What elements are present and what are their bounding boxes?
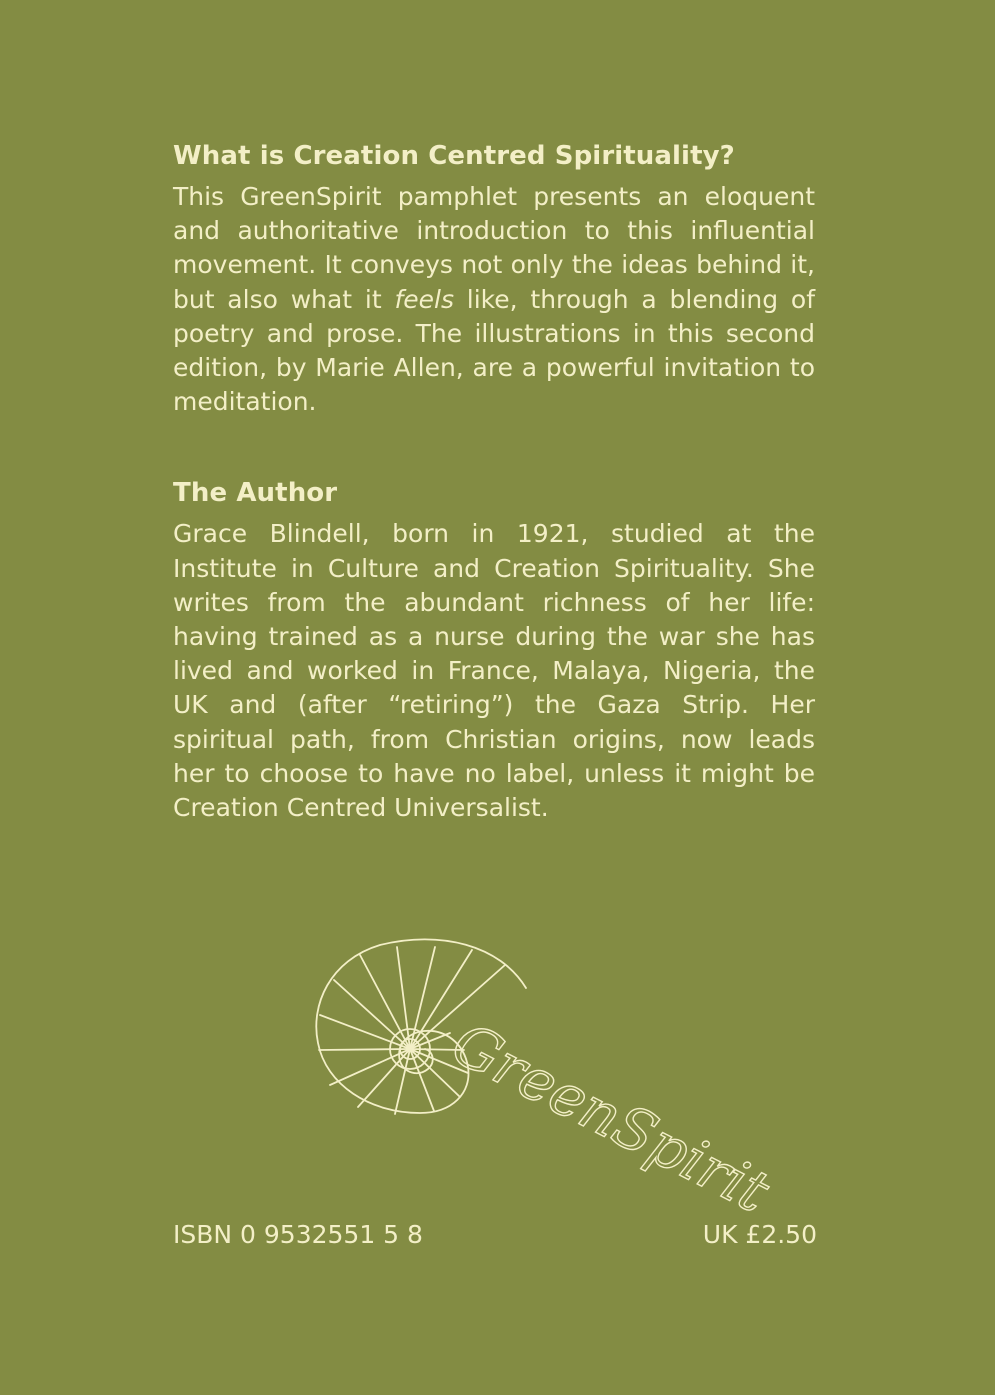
section-about-pamphlet [173,138,815,419]
section-heading: The Author [173,478,338,509]
section-body: Grace Blindell, born in 1921, studied at the Institute in Culture and Creation Spirituality. She writes from the abundant richness of her life: having trained as a nurse during the war she has lived and worked in France, Malaya, Nigeria, the UK and (after “retiring”) the Gaza Strip. Her spiritual path, from Christian origins, now leads her to choose to have no label, unless it might be Creation Centred Universalist. [173,519,815,823]
logo-wordmark: GreenSpirit [441,1008,780,1227]
price-label: UK £2.50 [702,1220,817,1249]
isbn-number: ISBN 0 9532551 5 8 [173,1220,423,1249]
emphasis-text: feels [394,284,454,314]
section-heading: What is Creation Centred Spirituality? [173,141,735,171]
greenspirit-logo [300,925,780,1227]
section-author [173,475,815,825]
section-body [173,180,815,419]
body-text-end: like, through a blending of poetry and prose. The illustrations in this second edition, by Marie Allen, are a powerful invitation to meditation. [173,284,815,417]
footer [173,1218,817,1252]
body-text-start: This GreenSpirit pamphlet presents an eloquent and authoritative introduction to this influential movement. It conveys not only the ideas behind it, but also what it [173,182,815,314]
back-cover-content [173,138,815,825]
